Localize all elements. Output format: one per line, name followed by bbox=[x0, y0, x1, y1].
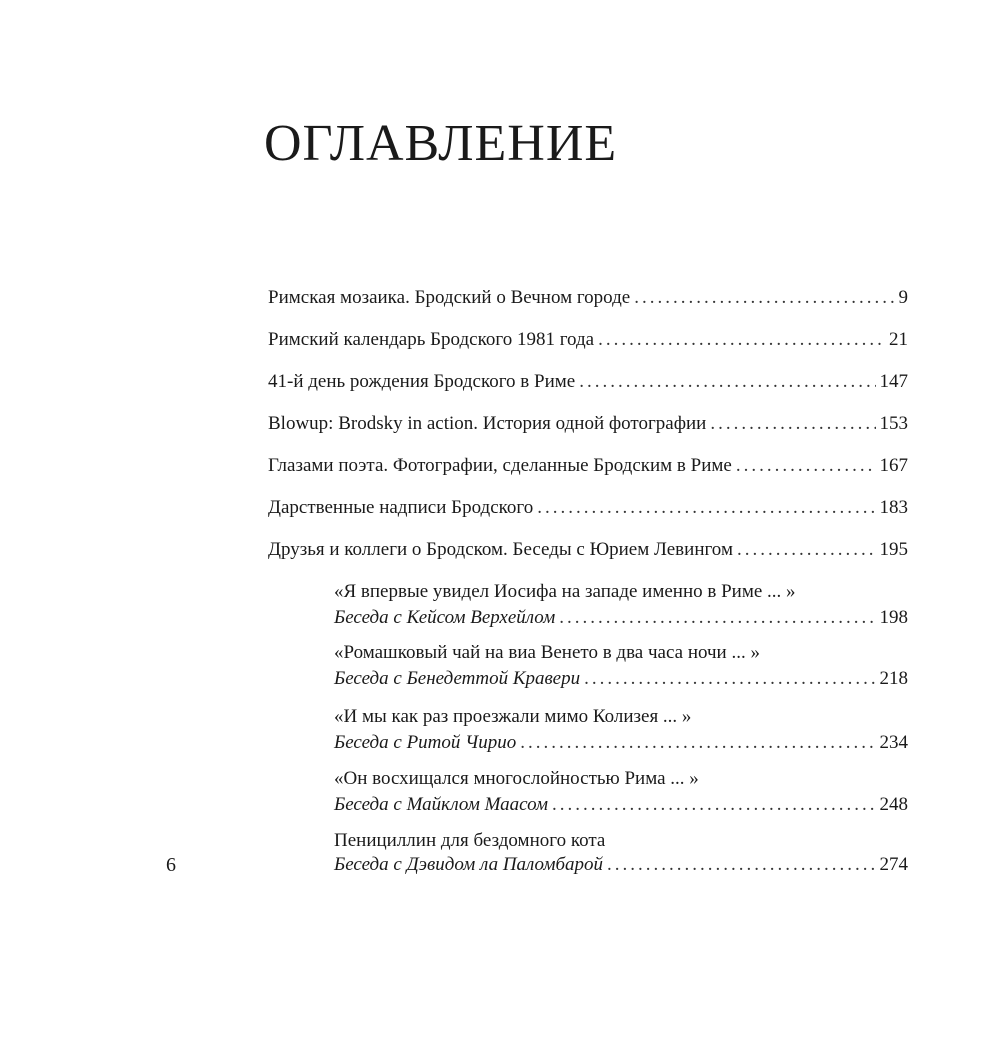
toc-entry-page: 147 bbox=[879, 371, 908, 392]
toc-subentry[interactable] bbox=[334, 606, 908, 630]
toc-entry-title: 41-й день рождения Бродского в Риме bbox=[268, 371, 576, 392]
toc-subentry-quote: «Ромашковый чай на виа Венето в два часа ночи ... » bbox=[334, 642, 760, 663]
toc-subentry[interactable] bbox=[334, 793, 908, 817]
leader-dots bbox=[634, 286, 894, 310]
toc-entry-page: 167 bbox=[879, 455, 908, 476]
toc-subentry-quote: «Я впервые увидел Иосифа на западе именно в Риме ... » bbox=[334, 581, 796, 602]
toc-subentry-interlocutor: Беседа с Бенедеттой Кравери bbox=[334, 668, 581, 689]
toc-entry[interactable] bbox=[268, 454, 908, 478]
toc-entry-page: 21 bbox=[889, 329, 908, 350]
toc-subentry-page: 198 bbox=[879, 607, 908, 628]
toc-entry[interactable] bbox=[268, 538, 908, 562]
toc-subentry-quote: Пенициллин для бездомного кота bbox=[334, 830, 606, 851]
page-title: ОГЛАВЛЕНИЕ bbox=[264, 115, 618, 172]
toc-subentry-interlocutor: Беседа с Кейсом Верхейлом bbox=[334, 607, 556, 628]
toc-subentry-page: 248 bbox=[879, 794, 908, 815]
toc-entry-title: Римская мозаика. Бродский о Вечном городе bbox=[268, 287, 631, 308]
toc-subentry-quote: «Он восхищался многослойностью Рима ... » bbox=[334, 768, 699, 789]
toc-subentry-page: 218 bbox=[879, 668, 908, 689]
toc-entry-title: Blowup: Brodsky in action. История одной фотографии bbox=[268, 413, 707, 434]
toc-subentry[interactable] bbox=[334, 853, 908, 877]
leader-dots bbox=[520, 731, 875, 755]
toc-entry[interactable] bbox=[268, 370, 908, 394]
leader-dots bbox=[598, 328, 885, 352]
toc-entry-page: 195 bbox=[879, 539, 908, 560]
toc-entry-page: 153 bbox=[879, 413, 908, 434]
leader-dots bbox=[710, 412, 875, 436]
toc-subentry[interactable] bbox=[334, 731, 908, 755]
toc-subentry[interactable] bbox=[334, 667, 908, 691]
toc-entry[interactable] bbox=[268, 286, 908, 310]
toc-entry[interactable] bbox=[268, 328, 908, 352]
toc-entry[interactable] bbox=[268, 496, 908, 520]
leader-dots bbox=[584, 667, 875, 691]
leader-dots bbox=[579, 370, 875, 394]
toc-entry-page: 183 bbox=[879, 497, 908, 518]
toc-entry-title: Дарственные надписи Бродского bbox=[268, 497, 534, 518]
leader-dots bbox=[736, 454, 876, 478]
leader-dots bbox=[552, 793, 876, 817]
toc-entry-page: 9 bbox=[898, 287, 908, 308]
toc-entry-title: Друзья и коллеги о Бродском. Беседы с Юрием Левингом bbox=[268, 539, 733, 560]
leader-dots bbox=[737, 538, 876, 562]
toc-subentry-page: 234 bbox=[879, 732, 908, 753]
toc-subentry-page: 274 bbox=[879, 854, 908, 875]
toc-subentry-quote: «И мы как раз проезжали мимо Колизея ... » bbox=[334, 706, 692, 727]
toc-entry[interactable] bbox=[268, 412, 908, 436]
leader-dots bbox=[607, 853, 875, 877]
toc-subentry-interlocutor: Беседа с Ритой Чирио bbox=[334, 732, 517, 753]
leader-dots bbox=[559, 606, 875, 630]
page-number: 6 bbox=[166, 854, 176, 876]
toc-subentry-interlocutor: Беседа с Дэвидом ла Паломбарой bbox=[334, 854, 604, 875]
leader-dots bbox=[537, 496, 875, 520]
toc-entry-title: Глазами поэта. Фотографии, сделанные Бродским в Риме bbox=[268, 455, 732, 476]
toc-entry-title: Римский календарь Бродского 1981 года bbox=[268, 329, 595, 350]
toc-subentry-interlocutor: Беседа с Майклом Маасом bbox=[334, 794, 548, 815]
